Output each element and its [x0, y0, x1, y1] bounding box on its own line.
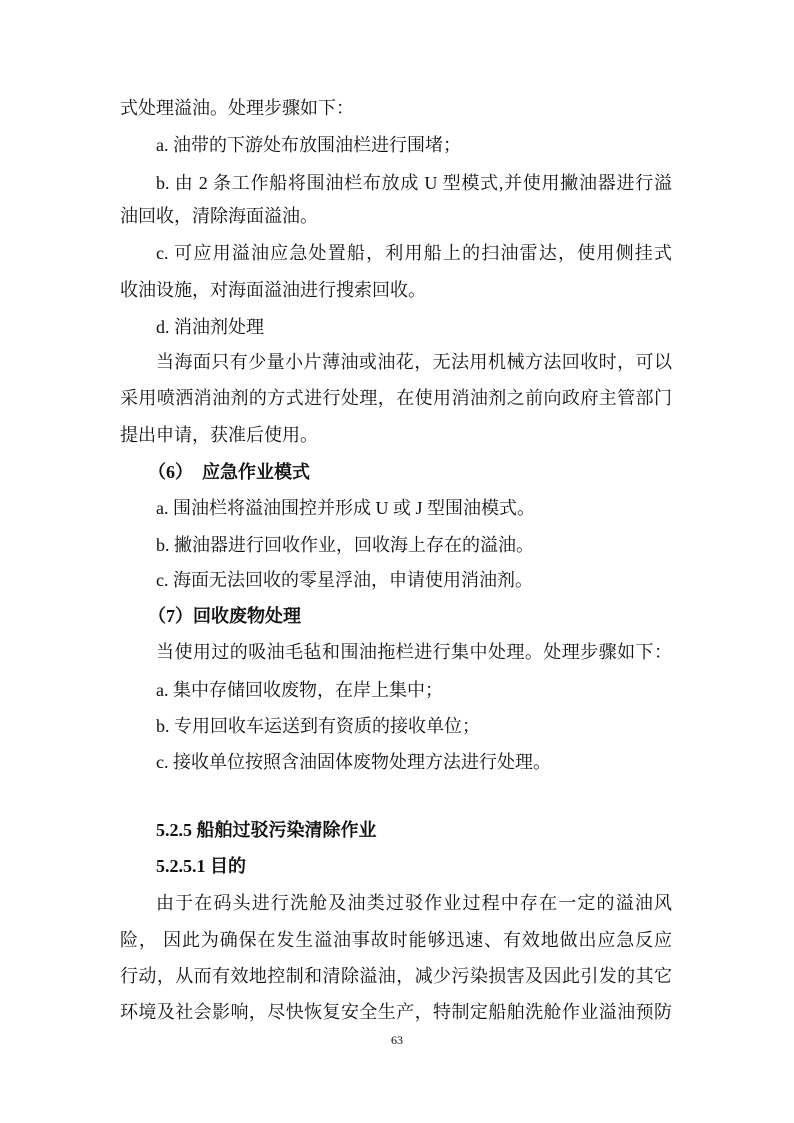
paragraph-line: 油回收，清除海面溢油。	[120, 206, 318, 226]
list-item: a. 油带的下游处布放围油栏进行围堵；	[156, 135, 461, 155]
paragraph-line: 险， 因此为确保在发生溢油事故时能够迅速、有效地做出应急反应	[120, 930, 672, 950]
list-item: b. 专用回收车运送到有资质的接收单位；	[156, 716, 480, 736]
list-item: a. 围油栏将溢油围控并形成 U 或 J 型围油模式。	[156, 498, 535, 518]
paragraph-line: 收油设施，对海面溢油进行搜索回收。	[120, 280, 426, 300]
subsection-heading: 5.2.5.1 目的	[156, 856, 246, 876]
paragraph-line: 式处理溢油。处理步骤如下：	[120, 98, 354, 118]
paragraph-line: 采用喷洒消油剂的方式进行处理，在使用消油剂之前向政府主管部门	[120, 388, 672, 408]
list-item: c. 可应用溢油应急处置船，利用船上的扫油雷达，使用侧挂式	[156, 243, 672, 263]
list-item: c. 海面无法回收的零星浮油，申请使用消油剂。	[156, 570, 533, 590]
section-heading: 5.2.5 船舶过驳污染清除作业	[156, 820, 377, 840]
page-number: 63	[391, 1033, 403, 1047]
list-item: b. 由 2 条工作船将围油栏布放成 U 型模式,并使用撇油器进行溢	[156, 173, 672, 193]
paragraph-line: 环境及社会影响，尽快恢复安全生产，特制定船舶洗舱作业溢油预防	[120, 1002, 672, 1022]
section-heading: （6） 应急作业模式	[148, 462, 310, 482]
list-item: c. 接收单位按照含油固体废物处理方法进行处理。	[156, 752, 551, 772]
list-item: b. 撇油器进行回收作业，回收海上存在的溢油。	[156, 535, 534, 555]
paragraph-line: 提出申请，获准后使用。	[120, 425, 318, 445]
paragraph-line: 由于在码头进行洗舱及油类过驳作业过程中存在一定的溢油风	[156, 893, 672, 913]
paragraph-line: 当使用过的吸油毛毡和围油拖栏进行集中处理。处理步骤如下：	[156, 642, 672, 662]
paragraph-line: 当海面只有少量小片薄油或油花，无法用机械方法回收时，可以	[156, 352, 672, 372]
list-item: a. 集中存储回收废物，在岸上集中；	[156, 680, 443, 700]
section-heading: （7）回收废物处理	[148, 606, 301, 626]
list-item: d. 消油剂处理	[156, 317, 264, 337]
paragraph-line: 行动，从而有效地控制和清除溢油，减少污染损害及因此引发的其它	[120, 966, 672, 986]
